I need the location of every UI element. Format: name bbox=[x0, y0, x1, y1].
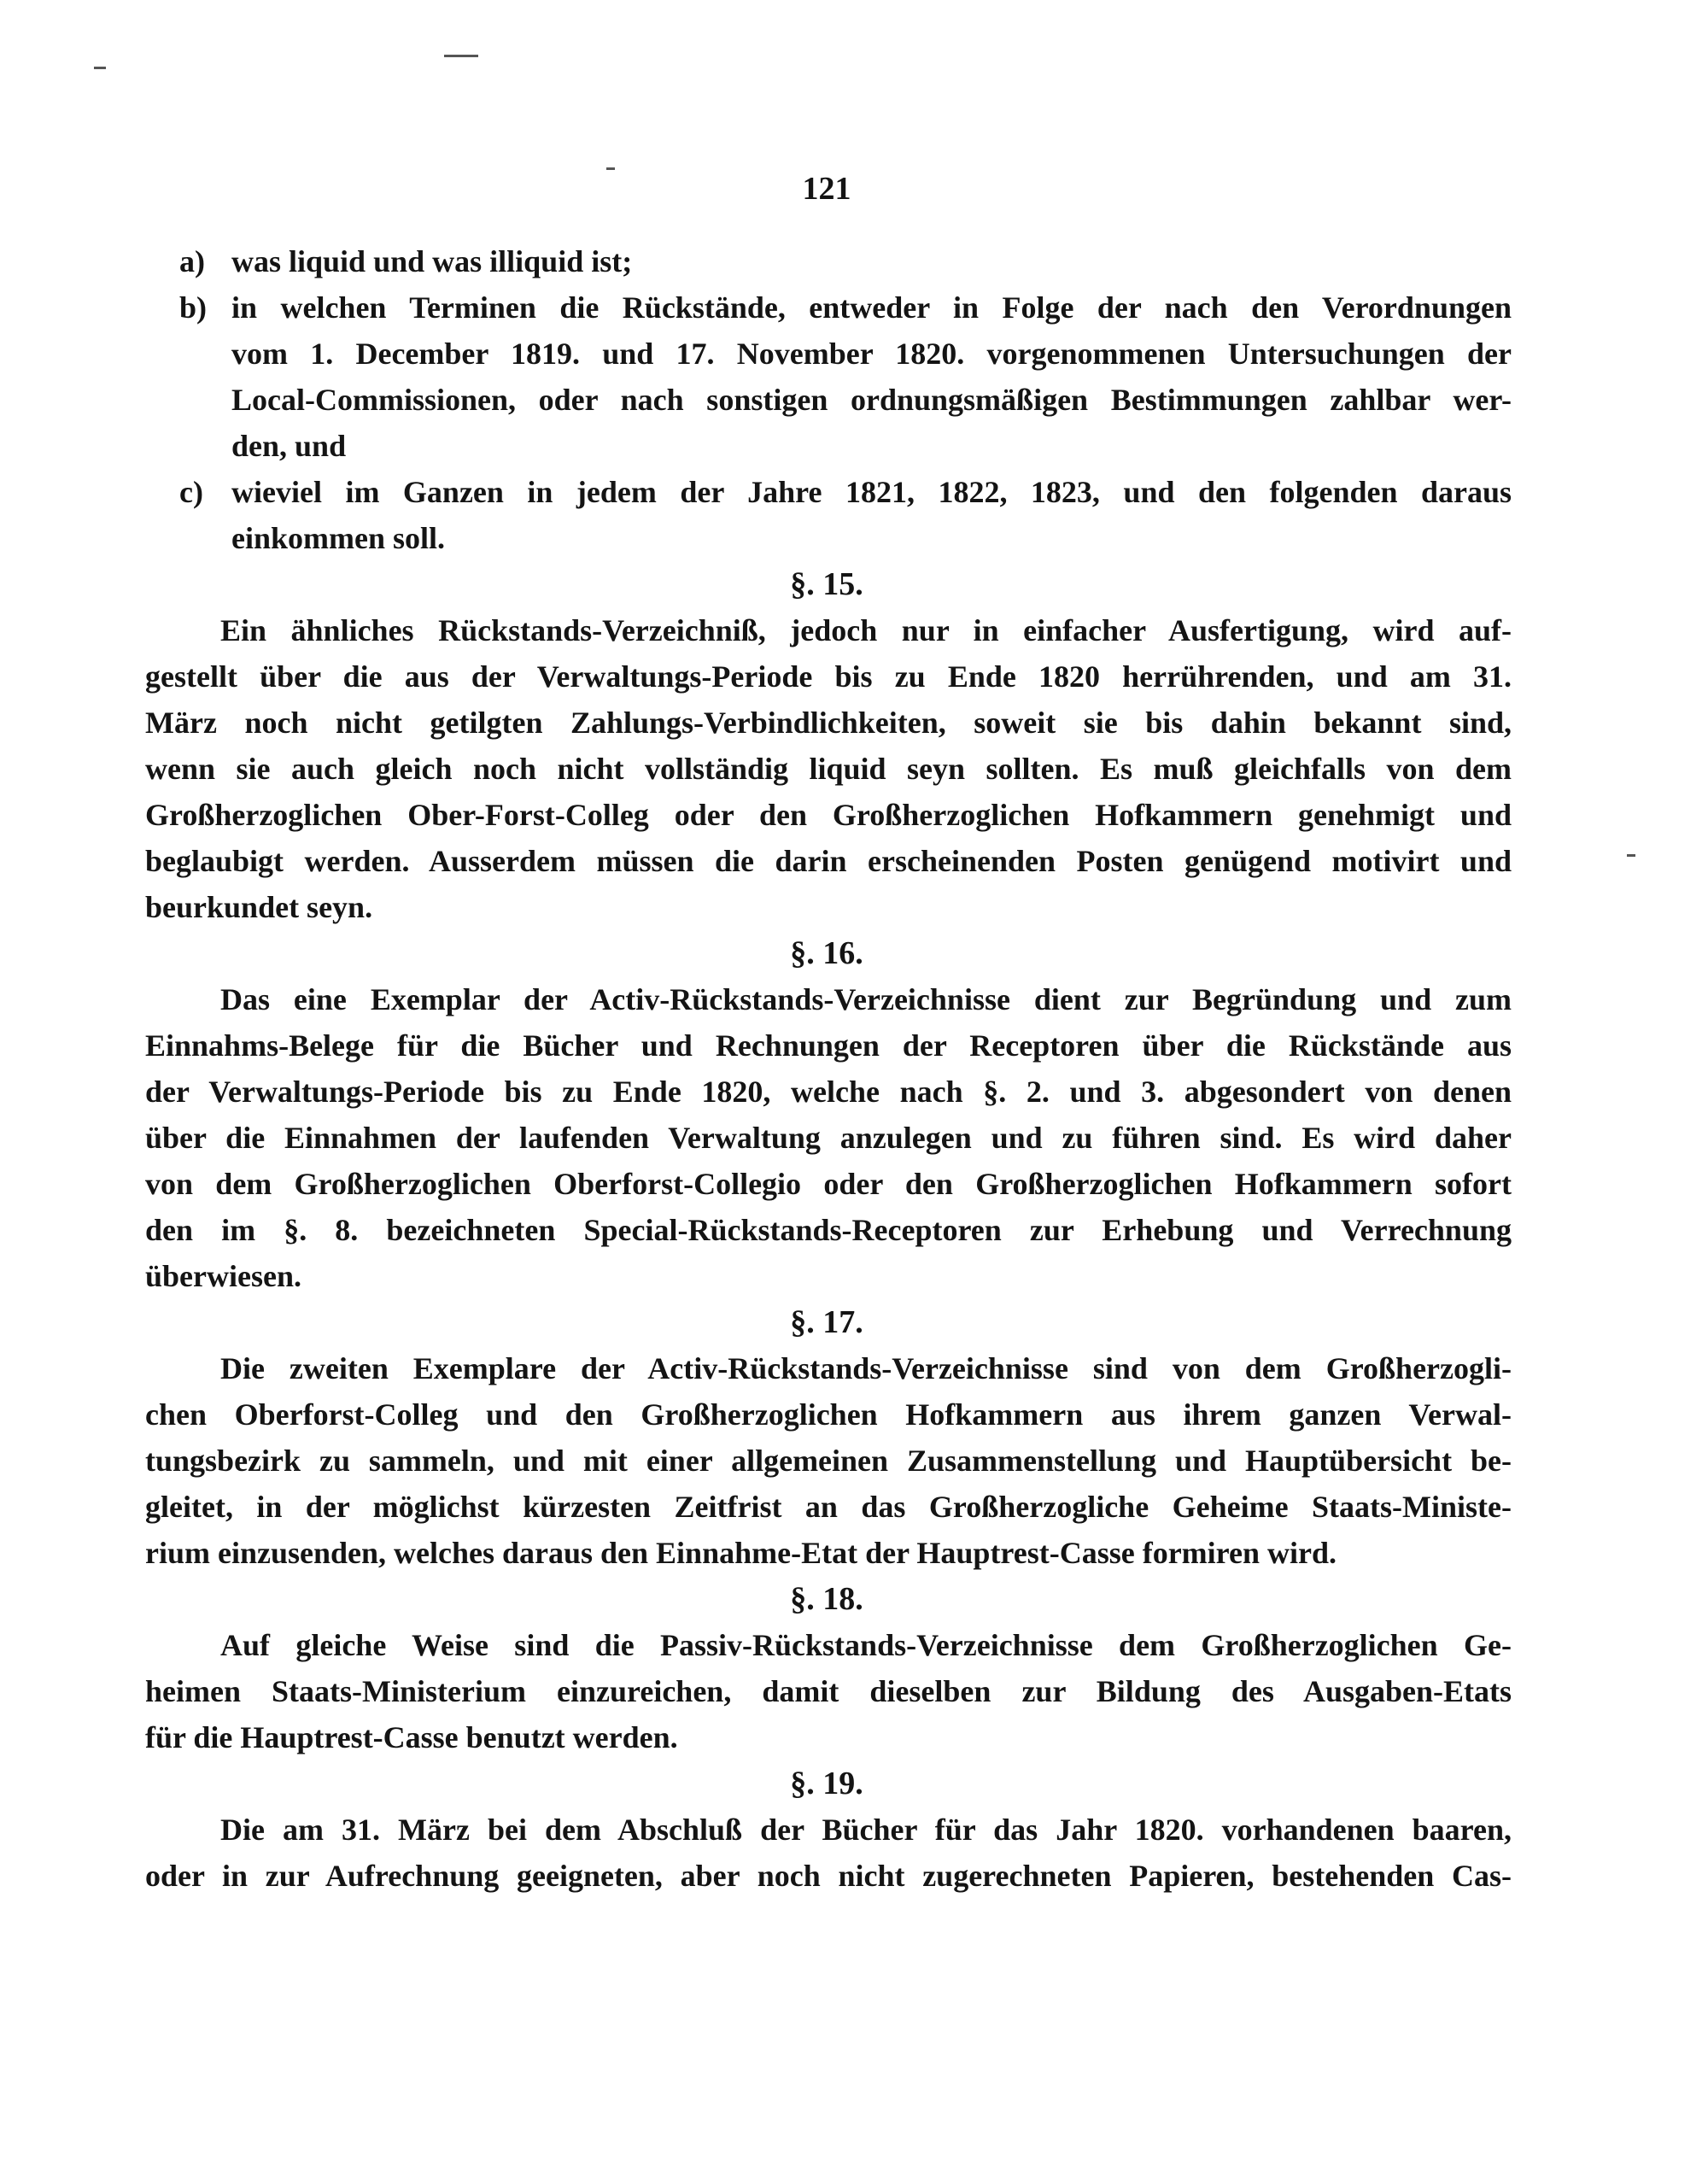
text-line: chen Oberforst-Colleg und den Großherzoglichen Hofkammern aus ihrem ganzen Verwal- bbox=[145, 1397, 1512, 1432]
text-line: beglaubigt werden. Ausserdem müssen die darin erscheinenden Posten genügend motivirt und bbox=[145, 844, 1512, 878]
paragraph bbox=[145, 976, 1512, 1299]
scan-mark bbox=[444, 55, 478, 57]
section-heading bbox=[145, 1576, 1512, 1622]
text-line: wenn sie auch gleich noch nicht vollständig liquid seyn sollten. Es muß gleichfalls von dem bbox=[145, 752, 1512, 786]
section-heading-text: §. 18. bbox=[790, 1581, 863, 1617]
text-line: Einnahms-Belege für die Bücher und Rechnungen der Receptoren über die Rückstände aus bbox=[145, 1028, 1512, 1063]
list-item-marker: a) bbox=[179, 244, 205, 278]
list-item-marker: b) bbox=[179, 290, 208, 325]
text-line: tungsbezirk zu sammeln, und mit einer allgemeinen Zusammenstellung und Hauptübersicht be- bbox=[145, 1444, 1512, 1478]
section-heading-text: §. 16. bbox=[790, 935, 863, 971]
text-line: März noch nicht getilgten Zahlungs-Verbindlichkeiten, soweit sie bis dahin bekannt sind, bbox=[145, 706, 1512, 740]
section-heading-text: §. 15. bbox=[790, 566, 863, 602]
list-item bbox=[145, 284, 1512, 469]
list-item-marker: c) bbox=[179, 475, 203, 509]
text-line: was liquid und was illiquid ist; bbox=[231, 244, 633, 278]
text-line: Auf gleiche Weise sind die Passiv-Rückstands-Verzeichnisse dem Großherzoglichen Ge- bbox=[220, 1628, 1512, 1662]
text-line: von dem Großherzoglichen Oberforst-Collegio oder den Großherzoglichen Hofkammern sofort bbox=[145, 1167, 1512, 1201]
section-heading bbox=[145, 930, 1512, 976]
section-heading bbox=[145, 1299, 1512, 1345]
text-line: gleitet, in der möglichst kürzesten Zeitfrist an das Großherzogliche Geheime Staats-Ministe- bbox=[145, 1490, 1512, 1524]
list-item bbox=[145, 469, 1512, 561]
section-heading-text: §. 19. bbox=[790, 1766, 863, 1801]
section-heading bbox=[145, 1760, 1512, 1807]
text-line: Das eine Exemplar der Activ-Rückstands-Verzeichnisse dient zur Begründung und zum bbox=[220, 982, 1512, 1016]
paragraph bbox=[145, 1807, 1512, 1899]
text-line: rium einzusenden, welches daraus den Einnahme-Etat der Hauptrest-Casse formiren wird. bbox=[145, 1536, 1337, 1570]
text-line: oder in zur Aufrechnung geeigneten, aber noch nicht zugerechneten Papieren, bestehenden Cas- bbox=[145, 1859, 1512, 1893]
paragraph bbox=[145, 607, 1512, 930]
document-body bbox=[145, 238, 1512, 1899]
paragraph bbox=[145, 1345, 1512, 1576]
text-line: beurkundet seyn. bbox=[145, 890, 373, 924]
text-line: heimen Staats-Ministerium einzureichen, damit dieselben zur Bildung des Ausgaben-Etats bbox=[145, 1674, 1512, 1708]
text-line: den im §. 8. bezeichneten Special-Rückstands-Receptoren zur Erhebung und Verrechnung bbox=[145, 1213, 1512, 1247]
text-line: Ein ähnliches Rückstands-Verzeichniß, jedoch nur in einfacher Ausfertigung, wird auf- bbox=[220, 613, 1512, 647]
scan-mark bbox=[94, 67, 106, 69]
text-line: über die Einnahmen der laufenden Verwaltung anzulegen und zu führen sind. Es wird daher bbox=[145, 1121, 1512, 1155]
scan-mark bbox=[606, 167, 615, 170]
text-line: einkommen soll. bbox=[231, 521, 446, 555]
text-line: den, und bbox=[231, 429, 347, 463]
list-item bbox=[145, 238, 1512, 284]
section-heading-text: §. 17. bbox=[790, 1304, 863, 1340]
text-line: gestellt über die aus der Verwaltungs-Periode bis zu Ende 1820 herrührenden, und am 31. bbox=[145, 659, 1512, 694]
text-line: Die zweiten Exemplare der Activ-Rückstands-Verzeichnisse sind von dem Großherzogli- bbox=[220, 1351, 1512, 1385]
text-line: überwiesen. bbox=[145, 1259, 301, 1293]
text-line: wieviel im Ganzen in jedem der Jahre 1821, 1822, 1823, und den folgenden daraus bbox=[231, 475, 1512, 509]
text-line: in welchen Terminen die Rückstände, entweder in Folge der nach den Verordnungen bbox=[231, 290, 1512, 325]
text-line: Die am 31. März bei dem Abschluß der Bücher für das Jahr 1820. vorhandenen baaren, bbox=[220, 1813, 1512, 1847]
text-line: für die Hauptrest-Casse benutzt werden. bbox=[145, 1720, 678, 1754]
page-number: 121 bbox=[802, 171, 851, 207]
text-line: der Verwaltungs-Periode bis zu Ende 1820, welche nach §. 2. und 3. abgesondert von denen bbox=[145, 1075, 1512, 1109]
paragraph bbox=[145, 1622, 1512, 1760]
text-line: Großherzoglichen Ober-Forst-Colleg oder den Großherzoglichen Hofkammern genehmigt und bbox=[145, 798, 1512, 832]
scan-mark bbox=[1627, 854, 1635, 857]
section-heading bbox=[145, 561, 1512, 607]
text-line: Local-Commissionen, oder nach sonstigen ordnungsmäßigen Bestimmungen zahlbar wer- bbox=[231, 383, 1512, 417]
text-line: vom 1. December 1819. und 17. November 1820. vorgenommenen Untersuchungen der bbox=[231, 337, 1512, 371]
